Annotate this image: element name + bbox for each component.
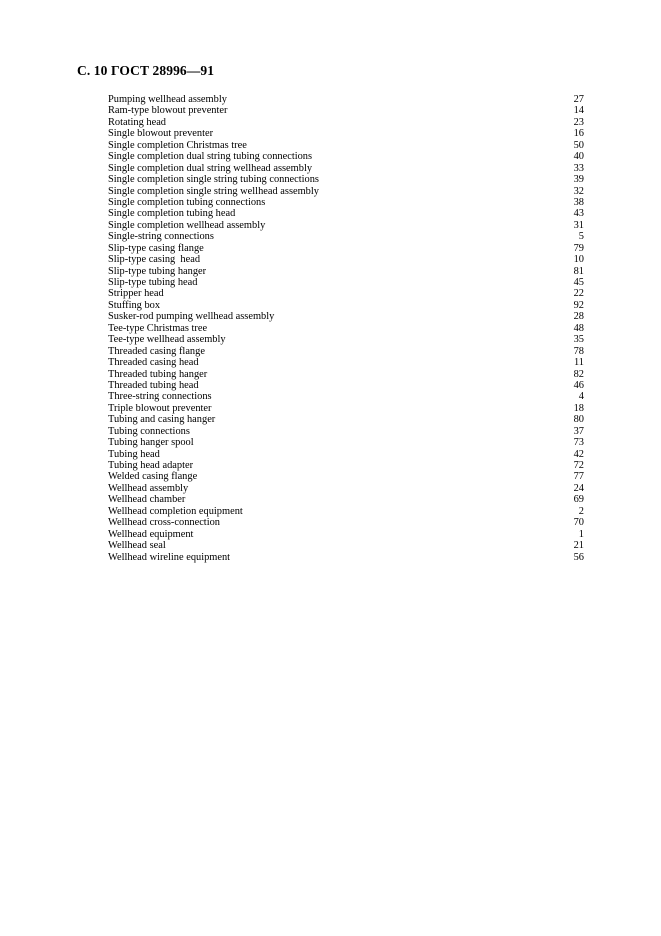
index-entry — [108, 426, 584, 437]
index-entry — [108, 357, 584, 368]
index-term: Threaded tubing head — [108, 379, 199, 391]
index-entry — [108, 197, 584, 208]
index-page-number: 72 — [573, 460, 584, 471]
index-term: Tee-type Christmas tree — [108, 322, 208, 334]
index-term: Ram-type blowout preventer — [108, 105, 228, 117]
index-term: Stripper head — [108, 288, 164, 300]
index-entry — [108, 174, 584, 185]
index-page-number: 35 — [573, 334, 584, 346]
index-term: Tubing head — [108, 448, 160, 460]
index-term: Wellhead cross-connection — [108, 517, 220, 529]
index-page-number: 1 — [578, 528, 584, 540]
index-entry — [108, 277, 584, 288]
index-entry — [108, 540, 584, 551]
index-term: Tubing hanger spool — [108, 437, 194, 449]
index-page-number: 11 — [573, 357, 584, 369]
index-term: Wellhead wireline equipment — [108, 551, 231, 563]
index-page-number: 5 — [578, 231, 584, 243]
index-term: Single-string connections — [108, 231, 214, 243]
index-page-number: 56 — [573, 551, 584, 563]
index-page-number: 27 — [573, 94, 584, 105]
index-term: Wellhead chamber — [108, 494, 186, 506]
index-page-number: 82 — [573, 368, 584, 380]
index-term: Tee-type wellhead assembly — [108, 334, 226, 346]
index-entry — [108, 369, 584, 380]
index-page-number: 23 — [573, 116, 584, 128]
index-term: Wellhead assembly — [108, 482, 189, 494]
index-list — [108, 94, 584, 563]
index-page-number: 78 — [573, 345, 584, 357]
index-page-number: 37 — [573, 425, 584, 437]
index-entry — [108, 208, 584, 219]
index-page-number: 77 — [573, 471, 584, 483]
index-entry — [108, 323, 584, 334]
index-entry — [108, 380, 584, 391]
index-term: Threaded casing flange — [108, 345, 205, 357]
index-term: Welded casing flange — [108, 471, 198, 483]
index-page-number: 48 — [573, 322, 584, 334]
index-entry — [108, 266, 584, 277]
index-term: Threaded tubing hanger — [108, 368, 208, 380]
index-entry — [108, 140, 584, 151]
index-page-number: 38 — [573, 196, 584, 208]
index-term: Single completion wellhead assembly — [108, 219, 266, 231]
index-term: Pumping wellhead assembly — [108, 94, 227, 105]
index-page-number: 32 — [573, 185, 584, 197]
index-entry — [108, 231, 584, 242]
index-page-number: 24 — [573, 482, 584, 494]
index-entry — [108, 163, 584, 174]
index-entry — [108, 483, 584, 494]
index-term: Tubing and casing hanger — [108, 414, 216, 426]
index-page-number: 21 — [573, 540, 584, 552]
index-term: Single completion single string tubing connections — [108, 174, 319, 186]
index-entry — [108, 449, 584, 460]
index-entry — [108, 334, 584, 345]
index-entry — [108, 517, 584, 528]
index-entry — [108, 254, 584, 265]
index-page-number: 40 — [573, 151, 584, 163]
index-page-number: 33 — [573, 162, 584, 174]
index-page-number: 28 — [573, 311, 584, 323]
index-term: Rotating head — [108, 116, 167, 128]
index-term: Single completion Christmas tree — [108, 139, 247, 151]
index-term: Susker-rod pumping wellhead assembly — [108, 311, 275, 323]
index-page-number: 50 — [573, 139, 584, 151]
index-entry — [108, 94, 584, 105]
index-term: Threaded casing head — [108, 357, 199, 369]
index-entry — [108, 151, 584, 162]
index-term: Slip-type casing head — [108, 254, 201, 266]
index-entry — [108, 346, 584, 357]
index-page-number: 10 — [573, 254, 584, 266]
index-term: Wellhead seal — [108, 540, 166, 552]
index-entry — [108, 529, 584, 540]
index-term: Wellhead equipment — [108, 528, 194, 540]
index-page-number: 92 — [573, 299, 584, 311]
index-page-number: 69 — [573, 494, 584, 506]
index-entry — [108, 311, 584, 322]
index-page-number: 81 — [573, 265, 584, 277]
index-term: Tubing head adapter — [108, 460, 194, 471]
index-term: Wellhead completion equipment — [108, 505, 243, 517]
index-page-number: 31 — [573, 219, 584, 231]
index-entry — [108, 471, 584, 482]
index-page-number: 45 — [573, 277, 584, 288]
index-page-number: 4 — [578, 391, 584, 403]
index-entry — [108, 220, 584, 231]
index-term: Single completion tubing connections — [108, 196, 266, 208]
index-term: Slip-type tubing head — [108, 277, 198, 288]
index-entry — [108, 403, 584, 414]
index-page-number: 46 — [573, 379, 584, 391]
index-entry — [108, 460, 584, 471]
index-entry — [108, 300, 584, 311]
index-page-number: 43 — [573, 208, 584, 220]
page-header: С. 10 ГОСТ 28996—91 — [77, 63, 215, 78]
index-page-number: 16 — [573, 128, 584, 140]
index-page-number: 22 — [573, 288, 584, 300]
index-term: Single completion dual string tubing connections — [108, 151, 313, 163]
index-term: Three-string connections — [108, 391, 212, 403]
index-page-number: 2 — [578, 505, 584, 517]
index-term: Tubing connections — [108, 425, 190, 437]
index-term: Slip-type tubing hanger — [108, 265, 207, 277]
index-entry — [108, 186, 584, 197]
index-entry — [108, 391, 584, 402]
index-entry — [108, 506, 584, 517]
index-entry — [108, 128, 584, 139]
index-page-number: 14 — [573, 105, 584, 117]
index-term: Single blowout preventer — [108, 128, 214, 140]
index-entry — [108, 414, 584, 425]
index-term: Single completion tubing head — [108, 208, 236, 220]
index-entry — [108, 552, 584, 563]
index-page-number: 73 — [573, 437, 584, 449]
index-entry — [108, 494, 584, 505]
index-entry — [108, 437, 584, 448]
index-page-number: 80 — [573, 414, 584, 426]
index-page-number: 79 — [573, 242, 584, 254]
index-term: Slip-type casing flange — [108, 242, 204, 254]
index-term: Stuffing box — [108, 299, 161, 311]
index-page-number: 39 — [573, 174, 584, 186]
index-page-number: 18 — [573, 402, 584, 414]
index-term: Single completion dual string wellhead assembly — [108, 162, 313, 174]
index-term: Single completion single string wellhead assembly — [108, 185, 319, 197]
index-entry — [108, 117, 584, 128]
index-page-number: 70 — [573, 517, 584, 529]
index-term: Triple blowout preventer — [108, 402, 212, 414]
index-entry — [108, 243, 584, 254]
index-entry — [108, 105, 584, 116]
index-page-number: 42 — [573, 448, 584, 460]
index-entry — [108, 288, 584, 299]
